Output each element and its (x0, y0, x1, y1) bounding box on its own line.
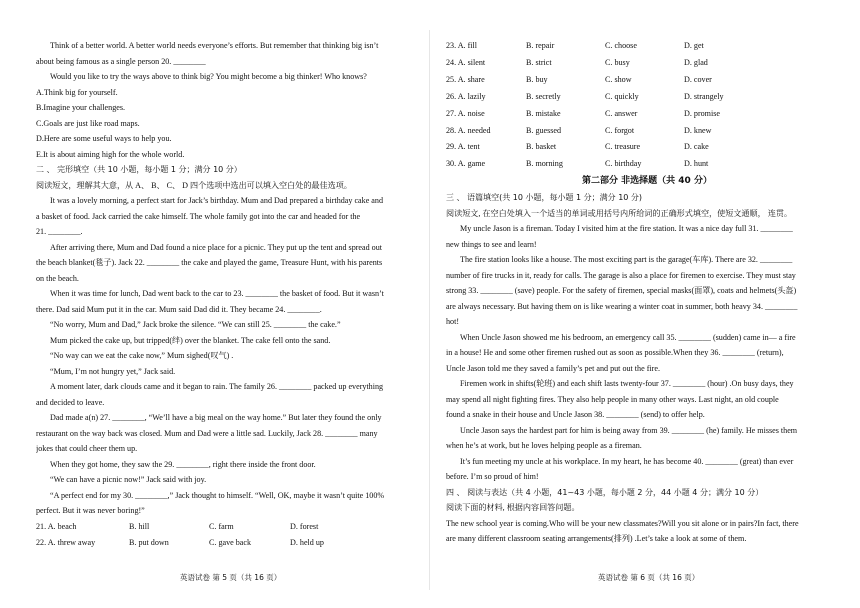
passage-line: “A perfect end for my 30. ________,” Jack thought to himself. “Well, OK, maybe it wasn’t quite 100% (50, 490, 385, 500)
section-2-title: 二 、 完形填空（共 10 小题，每小题 1 分；满分 10 分） (36, 165, 242, 174)
section-3-instruction: 阅读短文, 在空白处填入一个适当的单词或用括号内所给词的正确形式填空，使短文通顺， 连贯。 (446, 208, 793, 218)
passage-line: After arriving there, Mum and Dad found a nice place for a picnic. They put up the tent and spread out (50, 242, 383, 252)
passage-line: number of fire trucks in it, ready for calls. The garage is also a place for firemen to exercise. They must stay (446, 270, 796, 280)
passage-line: a basket of food. Jack carried the cake himself. The whole family got into the car and headed for the (36, 211, 361, 221)
text-line: A.Think big for yourself. (36, 87, 118, 97)
passage-line: strong 33. ________ (save) people. For the safety of firemen, special masks(面罩), coats and helmets(头盔) (446, 286, 797, 296)
option-choice: D. glad (684, 57, 708, 67)
option-row (446, 38, 848, 55)
passage-line: Mum picked the cake up, but tripped(绊) over the blanket. The cake fell onto the sand. (50, 335, 331, 345)
passage-line: the beach blanket(毯子). Jack 22. ________ the cake and played the game, Treasure Hunt, with his parents (36, 258, 383, 267)
option-choice: D. strangely (684, 91, 724, 101)
option-choice: 24. A. silent (446, 57, 486, 67)
option-row (446, 139, 848, 156)
passage-line: perfect. But it was never boring!” (36, 506, 145, 515)
option-row (36, 519, 418, 536)
passage-line: Uncle Jason says the hardest part for him is being away from 39. ________ (he) family. He misses them (460, 425, 798, 435)
passage-line: hot! (446, 317, 460, 327)
option-row (36, 535, 418, 552)
option-choice: B. repair (526, 41, 555, 50)
cloze-options (36, 519, 418, 553)
passage-line: 21. ________. (36, 227, 83, 236)
option-row (446, 89, 848, 106)
option-choice: B. buy (526, 74, 548, 84)
passage-line: jokes that could cheer them up. (36, 444, 138, 453)
passage-line: It’s fun meeting my uncle at his workplace. In my heart, he has become 40. ________ (great) than ever (460, 456, 794, 466)
option-row (446, 72, 848, 89)
text-line: Think of a better world. A better world needs everyone’s efforts. But remember that thinking big isn’t (50, 41, 379, 50)
section-2-instruction: 阅读短文，理解其大意，从 A、 B、 C、 D 四个选项中选出可以填入空白处的最佳选项。 (36, 180, 352, 190)
option-choice: 27. A. noise (446, 108, 485, 118)
passage-line: restaurant on the way back was closed. Mum and Dad were a little sad. Luckily, Jack 28. ________ many (36, 428, 378, 438)
passage-line: in a house! He and some other firemen rushed out as soon as possible.When they 36. ________ (return), (446, 348, 784, 358)
passage-line: When it was time for lunch, Dad went back to the car to 23. ________ the basket of food. But it wasn’t (50, 289, 384, 298)
passage-line: Uncle Jason told me they saved a family’s pet and put out the fire. (446, 363, 660, 373)
option-choice: C. forgot (605, 125, 635, 135)
option-choice: B. secretly (526, 91, 561, 101)
text-line: E.It is about aiming high for the whole world. (36, 149, 185, 159)
option-choice: C. gave back (209, 538, 252, 548)
option-choice: D. get (684, 41, 704, 50)
option-choice: 22. A. threw away (36, 538, 96, 548)
option-choice: D. hunt (684, 159, 709, 169)
option-choice: 23. A. fill (446, 41, 478, 50)
option-choice: C. birthday (605, 159, 642, 169)
passage-line: are always necessary. But having them on is like wearing a winter coat in summer, both heavy 34. ________ (446, 301, 798, 311)
option-row (446, 106, 848, 123)
text-line: about being famous as a single person 20. ________ (36, 56, 206, 66)
passage-line: The new school year is coming.Who will be your new classmates?Will you sit alone or in pairs?In fact, there (446, 518, 799, 528)
option-choice: D. promise (684, 108, 720, 118)
reading-passage (446, 516, 848, 547)
passage-line: “No way can we eat the cake now,” Mum sighed(叹气) . (50, 351, 234, 360)
option-choice: B. put down (129, 538, 169, 548)
option-choice: D. cake (684, 142, 709, 152)
passage-line: A moment later, dark clouds came and it began to rain. The family 26. ________ packed up everything (50, 382, 384, 391)
option-choice: C. choose (605, 41, 637, 50)
option-choice: C. answer (605, 108, 638, 118)
text-line: C.Goals are just like road maps. (36, 118, 140, 128)
passage-line: new things to see and learn! (446, 239, 537, 249)
passage-line: “We can have a picnic now!” Jack said with joy. (50, 475, 207, 484)
page-footer-right: 英语试卷 第 6 页（共 16 页） (598, 573, 700, 582)
passage-line: “Mum, I’m not hungry yet,” Jack said. (50, 366, 176, 376)
option-choice: B. morning (526, 159, 563, 169)
option-choice: C. farm (209, 521, 234, 531)
text-line: Would you like to try the ways above to think big? You might become a big thinker! Who knows? (50, 72, 367, 81)
passage-line: Dad made a(n) 27. ________, “We’ll have a big meal on the way home.” But later they found the only (50, 413, 382, 422)
option-choice: C. quickly (605, 91, 639, 101)
option-choice: D. forest (290, 521, 319, 531)
option-choice: 29. A. tent (446, 142, 480, 152)
passage-line: there. Dad said Mum put it in the car. Mum said Dad did it. They became 24. ________. (36, 304, 322, 314)
passage-line: when he’s at work, but he loves helping people as a fireman. (446, 441, 642, 451)
section-4-instruction: 阅读下面的材料, 根据内容回答问题。 (446, 503, 580, 513)
option-choice: B. mistake (526, 108, 561, 118)
intro-text (36, 38, 418, 162)
option-row (446, 156, 848, 173)
part-2-title: 第二部分 非选择题（共 40 分） (582, 176, 712, 187)
page-footer-left: 英语试卷 第 5 页（共 16 页） (180, 573, 282, 582)
option-choice: D. cover (684, 74, 712, 84)
text-line: B.Imagine your challenges. (36, 103, 126, 112)
option-row (446, 55, 848, 72)
option-choice: D. held up (290, 538, 324, 548)
exam-page-right (430, 0, 860, 608)
option-choice: 25. A. share (446, 74, 485, 84)
passage-line: Firemen work in shifts(轮班) and each shift lasts twenty-four 37. ________ (hour) .On busy days, they (460, 379, 794, 389)
passage-line: found a snake in their house and Uncle Jason 38. ________ (send) to offer help. (446, 410, 705, 420)
option-choice: D. knew (684, 125, 712, 135)
passage-line: When Uncle Jason showed me his bedroom, an emergency call 35. ________ (sudden) came in— a fire (460, 332, 796, 342)
section-4-title: 四 、 阅读与表达（共 4 小题，41~43 小题，每小题 2 分，44 小题 4 分；满分 10 分） (446, 487, 764, 497)
option-choice: C. busy (605, 57, 630, 67)
passage-line: It was a lovely morning, a perfect start for Jack’s birthday. Mum and Dad prepared a birthday cake and (50, 196, 383, 205)
section-3-title: 三 、 语篇填空(共 10 小题，每小题 1 分；满分 10 分) (446, 193, 643, 203)
passage-line: are many different classroom seating arrangements(排列) .Let’s take a look at some of them. (446, 534, 747, 544)
option-row (446, 123, 848, 140)
passage-line: may spend all night fighting fires. They also help people in many other ways. Last night, an old couple (446, 394, 779, 404)
fill-in-passage (446, 221, 848, 485)
cloze-options-continued (446, 38, 848, 173)
passage-line: on the beach. (36, 273, 79, 283)
passage-line: “No worry, Mum and Dad,” Jack broke the silence. “We can still 25. ________ the cake.” (50, 320, 341, 329)
passage-line: before. I’m so proud of him! (446, 472, 539, 482)
option-choice: B. strict (526, 57, 552, 67)
option-choice: B. hill (129, 521, 150, 531)
option-choice: C. treasure (605, 142, 641, 152)
option-choice: 30. A. game (446, 159, 486, 169)
option-choice: 26. A. lazily (446, 91, 486, 101)
passage-line: My uncle Jason is a fireman. Today I visited him at the fire station. It was a nice day full 31. ________ (460, 224, 793, 234)
cloze-passage (36, 193, 418, 519)
passage-line: and decided to leave. (36, 397, 105, 407)
passage-line: When they got home, they saw the 29. ________, right there inside the front door. (50, 459, 316, 469)
text-line: D.Here are some useful ways to help you. (36, 134, 172, 143)
passage-line: The fire station looks like a house. The most exciting part is the garage(车库). There are 32. ________ (460, 255, 793, 265)
option-choice: 28. A. needed (446, 125, 491, 135)
option-choice: B. guessed (526, 125, 562, 135)
option-choice: C. show (605, 74, 632, 84)
option-choice: 21. A. beach (36, 521, 77, 531)
option-choice: B. basket (526, 142, 557, 152)
